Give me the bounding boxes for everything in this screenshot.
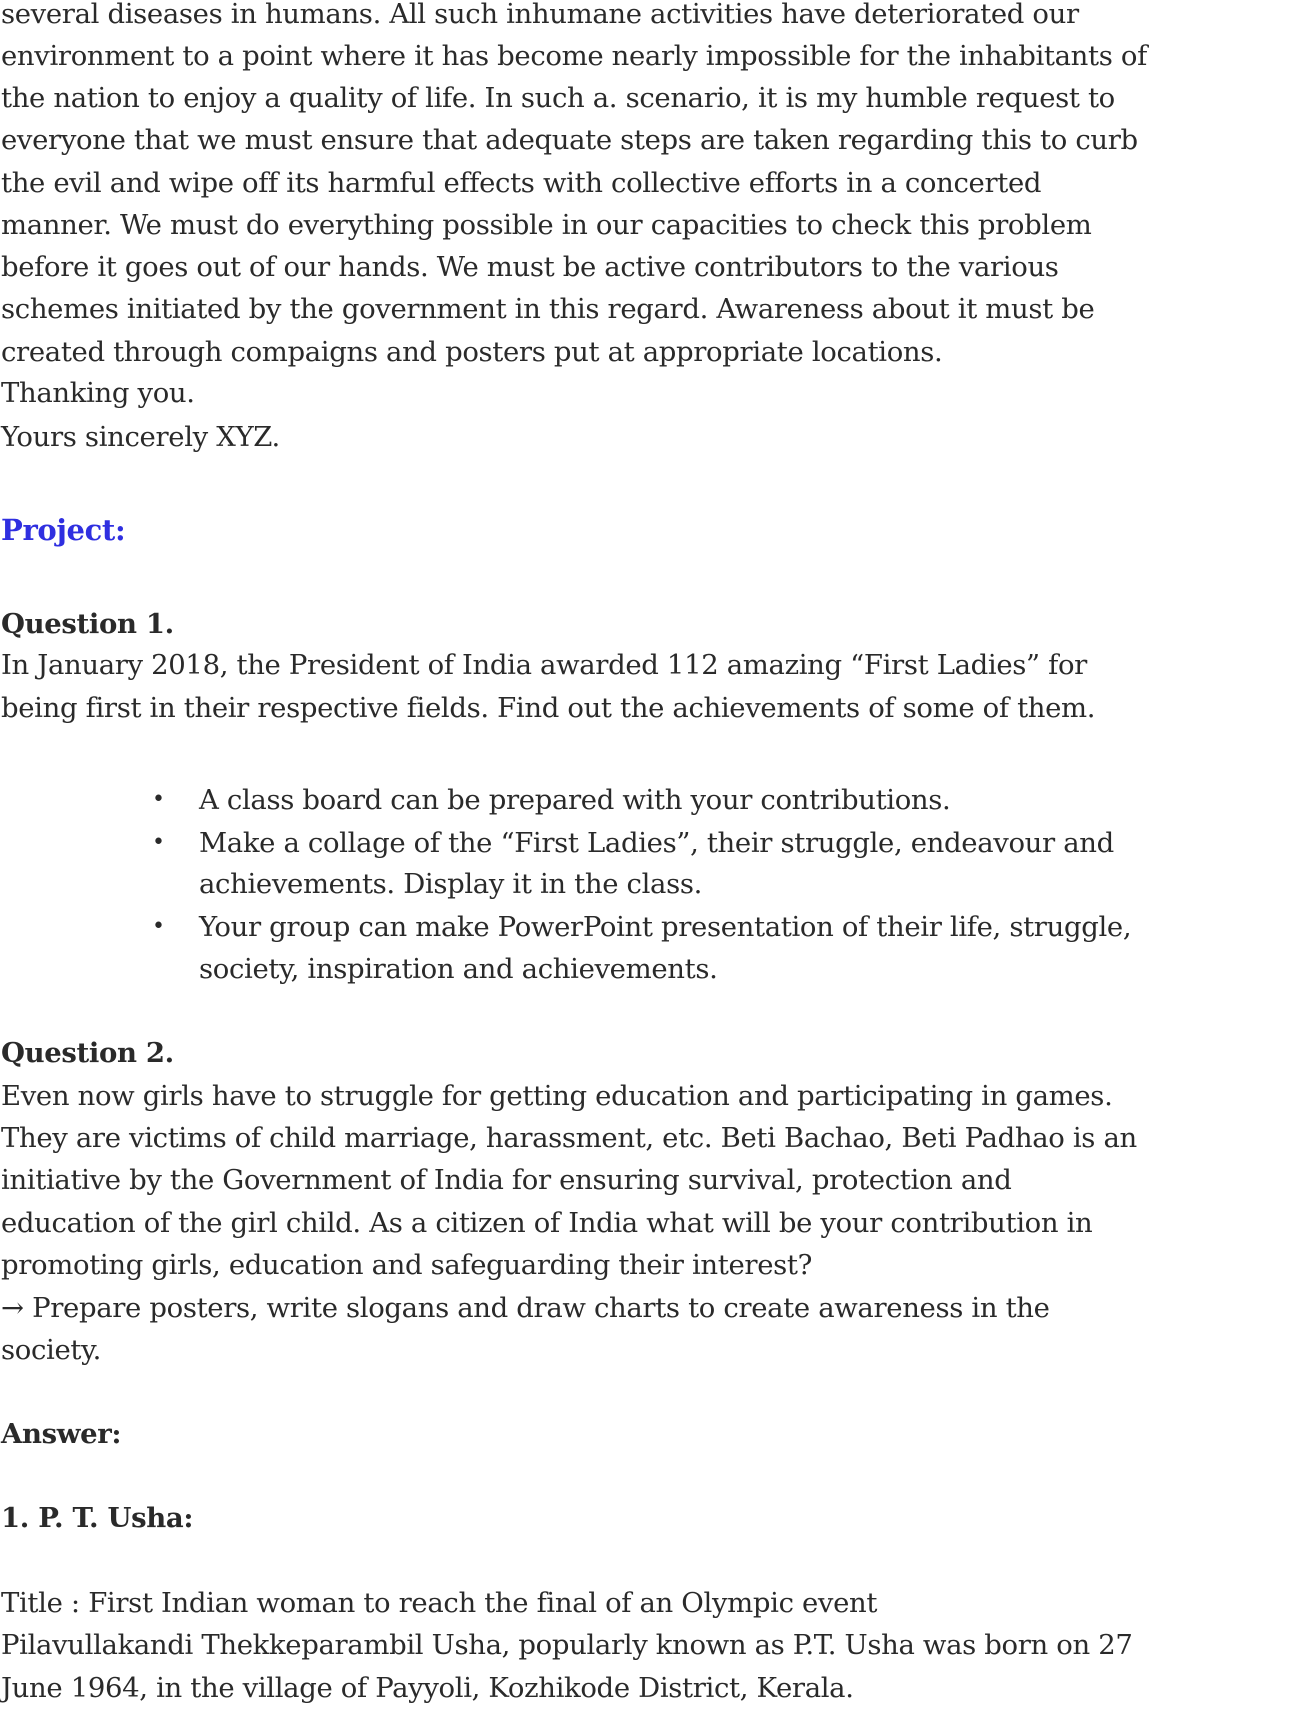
answer-heading: Answer: xyxy=(1,1418,122,1450)
text-line: initiative by the Government of India for ensuring survival, protection and xyxy=(1,1164,1012,1196)
text-line: June 1964, in the village of Payyoli, Kozhikode District, Kerala. xyxy=(1,1672,854,1704)
answer-item-title: 1. P. T. Usha: xyxy=(1,1502,194,1534)
text-line: In January 2018, the President of India awarded 112 amazing “First Ladies” for xyxy=(1,649,1087,681)
text-line: Pilavullakandi Thekkeparambil Usha, popularly known as P.T. Usha was born on 27 xyxy=(1,1629,1133,1661)
text-line: promoting girls, education and safeguarding their interest? xyxy=(1,1249,812,1281)
bullet-text: A class board can be prepared with your contributions. xyxy=(199,784,951,816)
text-line: schemes initiated by the government in this regard. Awareness about it must be xyxy=(1,293,1095,325)
bullet-text: achievements. Display it in the class. xyxy=(199,868,702,900)
text-line: → Prepare posters, write slogans and draw charts to create awareness in the xyxy=(1,1292,1050,1324)
text-line: Even now girls have to struggle for getting education and participating in games. xyxy=(1,1080,1113,1112)
text-line: before it goes out of our hands. We must be active contributors to the various xyxy=(1,251,1059,283)
text-line: society. xyxy=(1,1334,102,1366)
bullet-text: Make a collage of the “First Ladies”, their struggle, endeavour and xyxy=(199,827,1114,859)
text-line: everyone that we must ensure that adequate steps are taken regarding this to curb xyxy=(1,124,1138,156)
bullet-text: society, inspiration and achievements. xyxy=(199,953,718,985)
question-title: Question 1. xyxy=(1,608,174,640)
text-line: created through compaigns and posters put at appropriate locations. xyxy=(1,336,943,368)
bullet-icon: • xyxy=(152,787,165,812)
text-line: being first in their respective fields. Find out the achievements of some of them. xyxy=(1,692,1096,724)
text-line: Title : First Indian woman to reach the final of an Olympic event xyxy=(1,1587,878,1619)
text-line: the nation to enjoy a quality of life. In such a. scenario, it is my humble request to xyxy=(1,82,1115,114)
text-line: the evil and wipe off its harmful effects with collective efforts in a concerted xyxy=(1,167,1042,199)
text-line: environment to a point where it has become nearly impossible for the inhabitants of xyxy=(1,40,1147,72)
project-heading: Project: xyxy=(1,513,126,547)
bullet-icon: • xyxy=(152,830,165,855)
closing: Thanking you. xyxy=(1,377,195,409)
text-line: several diseases in humans. All such inhumane activities have deteriorated our xyxy=(1,0,1079,30)
text-line: education of the girl child. As a citizen of India what will be your contribution in xyxy=(1,1207,1093,1239)
signature: Yours sincerely XYZ. xyxy=(1,421,280,453)
text-line: manner. We must do everything possible in our capacities to check this problem xyxy=(1,209,1092,241)
bullet-text: Your group can make PowerPoint presentation of their life, struggle, xyxy=(199,911,1132,943)
question-title: Question 2. xyxy=(1,1037,174,1069)
text-line: They are victims of child marriage, harassment, etc. Beti Bachao, Beti Padhao is an xyxy=(1,1122,1137,1154)
bullet-icon: • xyxy=(152,914,165,939)
